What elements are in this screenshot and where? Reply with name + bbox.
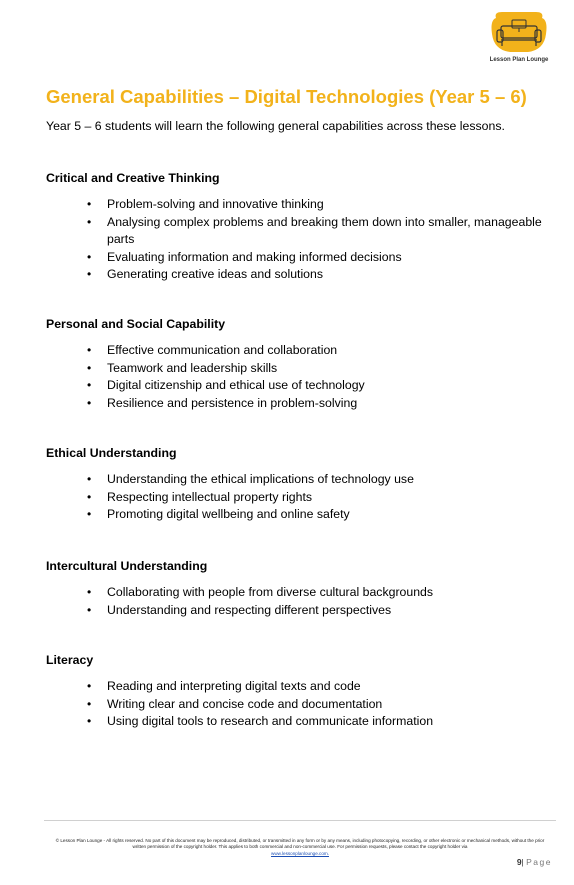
list-item: • Collaborating with people from diverse cultural backgrounds <box>107 584 556 602</box>
capability-list <box>46 196 556 284</box>
couch-logo-icon <box>488 10 550 56</box>
lesson-plan-lounge-logo <box>483 10 555 72</box>
section-personal-social-capability <box>46 316 556 412</box>
footer-divider <box>44 820 556 821</box>
list-item: • Respecting intellectual property rights <box>107 489 556 507</box>
list-item: • Teamwork and leadership skills <box>107 360 556 378</box>
list-item: • Using digital tools to research and communicate information <box>107 713 556 731</box>
footer-copyright <box>50 838 550 857</box>
list-item: • Writing clear and concise code and documentation <box>107 696 556 714</box>
list-item: • Evaluating information and making informed decisions <box>107 249 556 267</box>
page-number <box>517 857 552 867</box>
list-item: • Generating creative ideas and solutions <box>107 266 556 284</box>
section-heading: Intercultural Understanding <box>46 559 208 573</box>
copyright-text: © Lesson Plan Lounge - All rights reserved. No part of this document may be reproduced, distributed, or transmitted in any form or by any means, including photocopying, recording, or other electronic or mechanical methods, without the prior written permission of the copyright holder. This applies to both commercial and non-commercial use. For permission requests, please contact the copyright holder via <box>55 838 545 850</box>
page-word: Page <box>526 857 552 867</box>
list-item: • Understanding the ethical implications of technology use <box>107 471 556 489</box>
list-item: • Analysing complex problems and breaking them down into smaller, manageable parts <box>107 214 556 249</box>
page-title: General Capabilities – Digital Technologies (Year 5 – 6) <box>46 86 527 107</box>
section-heading: Ethical Understanding <box>46 446 177 460</box>
list-item: • Digital citizenship and ethical use of technology <box>107 377 556 395</box>
intro-text: Year 5 – 6 students will learn the following general capabilities across these lessons. <box>46 119 505 133</box>
capability-list <box>46 342 556 412</box>
section-critical-creative-thinking <box>46 170 556 284</box>
section-heading: Personal and Social Capability <box>46 317 226 331</box>
section-intercultural-understanding <box>46 558 556 619</box>
section-heading: Critical and Creative Thinking <box>46 171 220 185</box>
capability-list <box>46 678 556 731</box>
logo-text: Lesson Plan Lounge <box>489 57 549 63</box>
list-item: • Promoting digital wellbeing and online safety <box>107 506 556 524</box>
list-item: • Resilience and persistence in problem-solving <box>107 395 556 413</box>
section-literacy <box>46 652 556 731</box>
capability-list <box>46 584 556 619</box>
section-ethical-understanding <box>46 445 556 524</box>
page-number-value: 9 <box>516 857 522 867</box>
list-item: • Problem-solving and innovative thinking <box>107 196 556 214</box>
list-item: • Reading and interpreting digital texts and code <box>107 678 556 696</box>
list-item: • Effective communication and collaboration <box>107 342 556 360</box>
page-separator: | <box>521 857 524 867</box>
capability-list <box>46 471 556 524</box>
list-item: • Understanding and respecting different perspectives <box>107 602 556 620</box>
website-link[interactable]: www.lessonplanlounge.com. <box>271 850 329 856</box>
section-heading: Literacy <box>46 653 94 667</box>
